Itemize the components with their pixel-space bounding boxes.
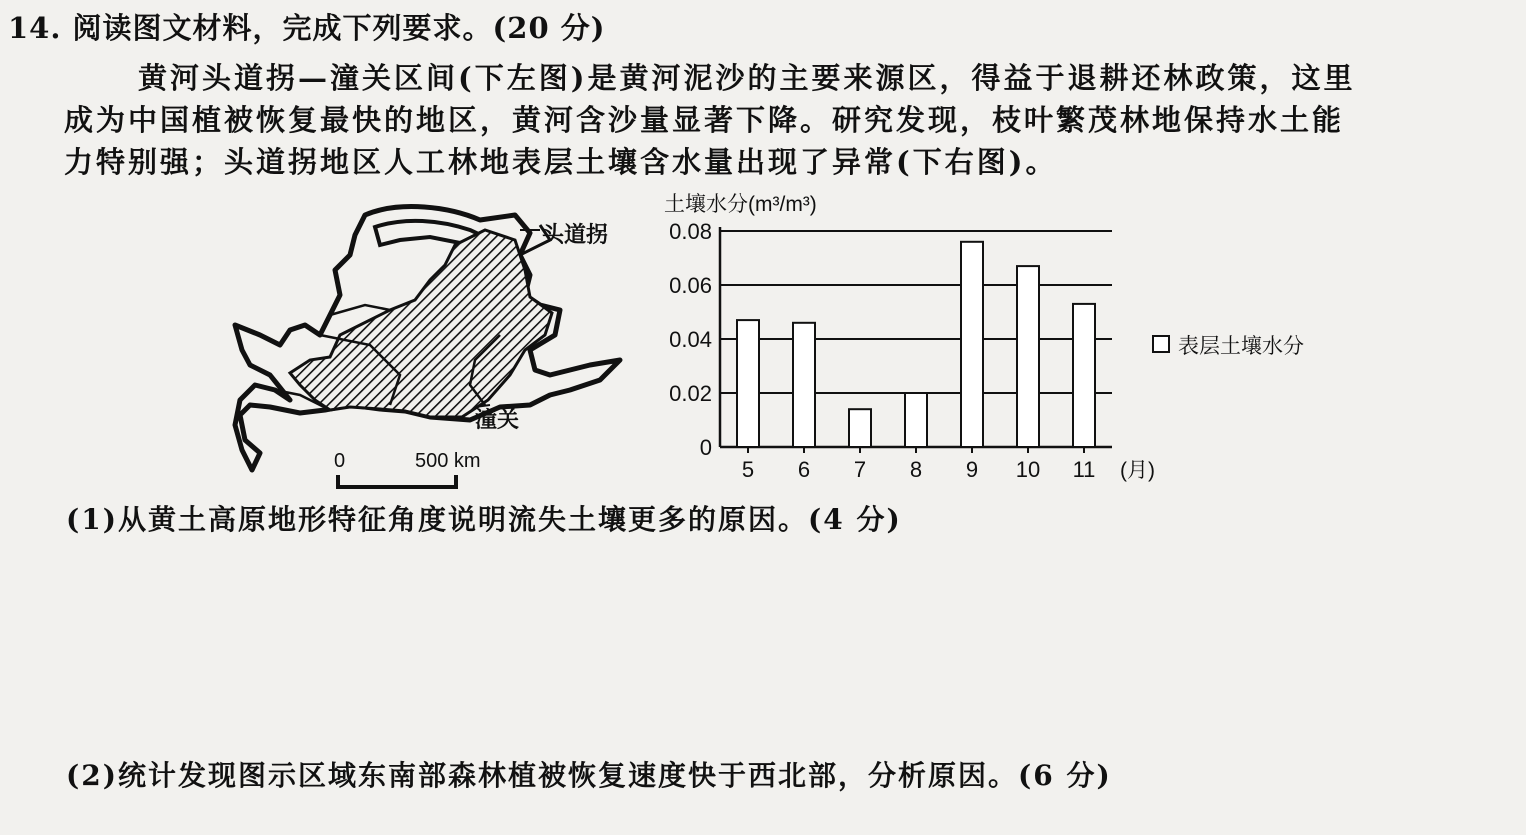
chart-ylabel: 土壤水分(m³/m³) xyxy=(664,193,817,216)
y-tick-label: 0.06 xyxy=(669,273,712,298)
bar xyxy=(905,393,927,447)
x-tick-label: 11 xyxy=(1072,457,1096,482)
y-tick-label: 0 xyxy=(699,435,712,460)
legend-label: 表层土壤水分 xyxy=(1178,335,1304,358)
paragraph-line-2: 成为中国植被恢复最快的地区，黄河含沙量显著下降。研究发现，枝叶繁茂林地保持水土能 xyxy=(64,103,1345,137)
bar xyxy=(961,242,983,447)
y-tick-label: 0.08 xyxy=(669,219,712,244)
chart-xlabel: (月) xyxy=(1120,459,1155,482)
x-tick-label: 8 xyxy=(909,457,923,482)
y-tick-label: 0.04 xyxy=(669,327,712,352)
bar xyxy=(737,320,759,447)
soil-moisture-chart xyxy=(650,185,1510,495)
paragraph-line-1: 黄河头道拐—潼关区间(下左图)是黄河泥沙的主要来源区，得益于退耕还林政策，这里 xyxy=(138,61,1356,95)
legend-swatch xyxy=(1153,336,1169,352)
paragraph-line-3: 力特别强；头道拐地区人工林地表层土壤含水量出现了异常(下右图)。 xyxy=(64,145,1058,179)
sub-question-2: (2)统计发现图示区域东南部森林植被恢复速度快于西北部，分析原因。(6 分) xyxy=(66,759,1112,792)
region-map xyxy=(230,185,640,495)
label-tongguan: 潼关 xyxy=(475,407,520,432)
bar xyxy=(1017,266,1039,447)
chart-legend xyxy=(1153,335,1304,358)
x-tick-label: 9 xyxy=(965,457,979,482)
bar xyxy=(849,409,871,447)
scale-bar xyxy=(334,450,481,487)
label-toudaoguai: 头道拐 xyxy=(542,222,609,247)
x-tick-label: 10 xyxy=(1015,457,1041,482)
scale-distance: 500 km xyxy=(415,450,481,472)
question-title: 14. 阅读图文材料，完成下列要求。(20 分) xyxy=(8,11,606,45)
x-tick-label: 6 xyxy=(797,457,811,482)
y-tick-label: 0.02 xyxy=(669,381,712,406)
sub-question-1: (1)从黄土高原地形特征角度说明流失土壤更多的原因。(4 分) xyxy=(66,503,902,536)
hatched-source-area xyxy=(290,230,552,417)
bar xyxy=(793,323,815,447)
x-tick-label: 5 xyxy=(741,457,755,482)
x-tick-label: 7 xyxy=(853,457,867,482)
scale-zero: 0 xyxy=(334,450,346,472)
bar xyxy=(1073,304,1095,447)
